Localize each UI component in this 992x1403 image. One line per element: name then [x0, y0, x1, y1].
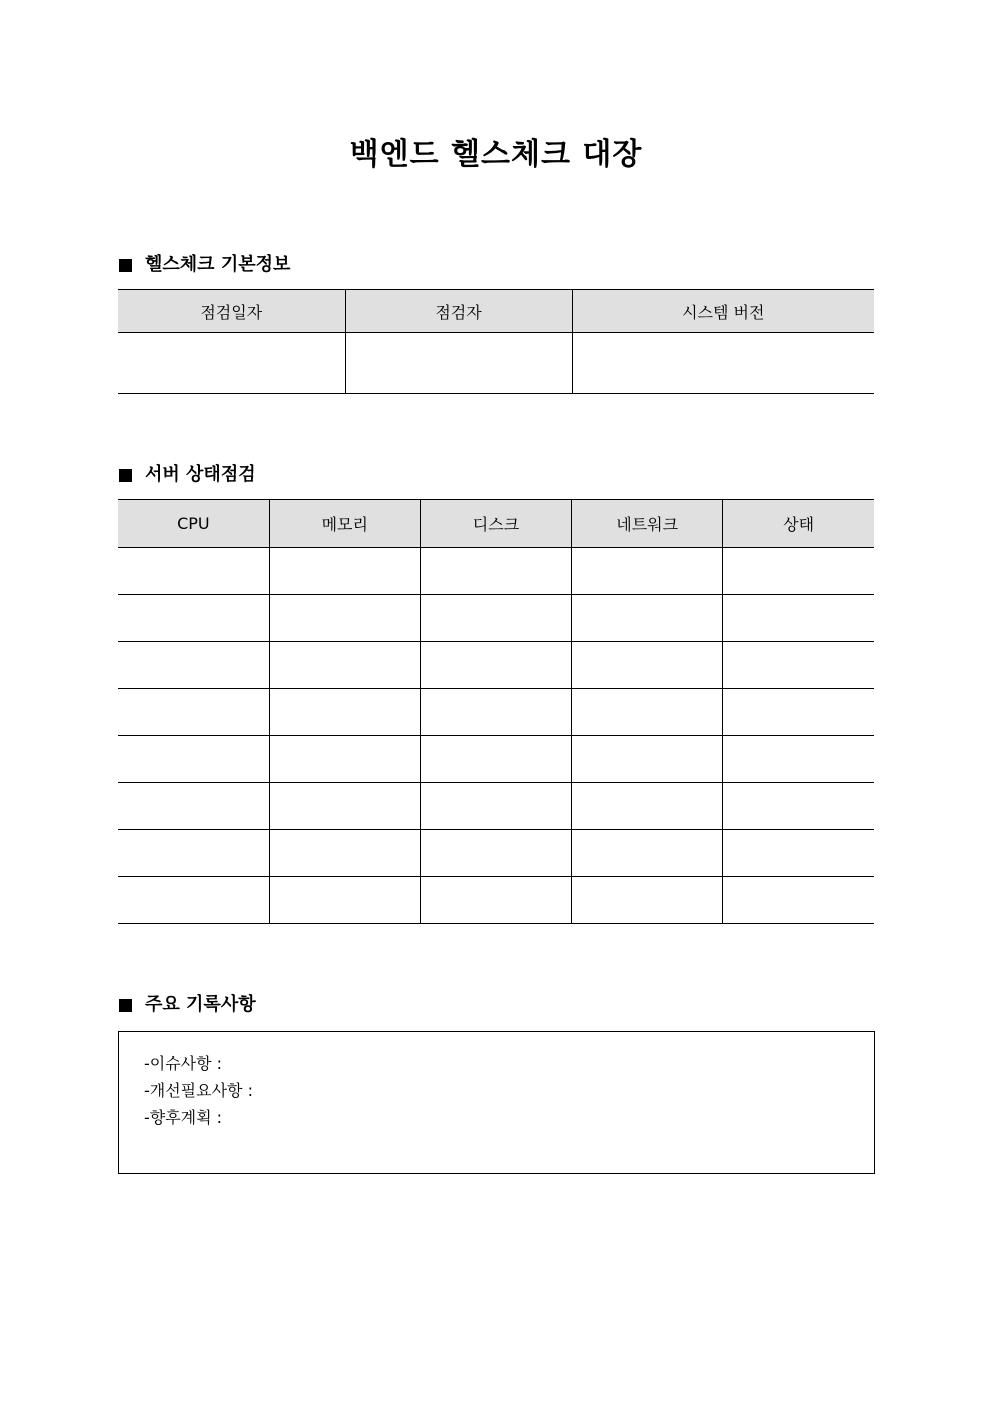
network-cell[interactable]	[572, 783, 723, 830]
table-header-row	[118, 290, 874, 333]
note-item-issues[interactable]: -이슈사항 :	[144, 1054, 223, 1073]
section-heading-label: 서버 상태점검	[145, 464, 256, 485]
square-bullet-icon	[119, 469, 132, 482]
disk-cell[interactable]	[420, 736, 571, 783]
table-row	[118, 548, 874, 595]
table-row	[118, 830, 874, 877]
table-row	[118, 783, 874, 830]
memory-cell[interactable]	[269, 877, 420, 924]
network-cell[interactable]	[572, 548, 723, 595]
note-item-future-plans[interactable]: -향후계획 :	[144, 1108, 223, 1127]
cpu-cell[interactable]	[118, 548, 269, 595]
square-bullet-icon	[119, 999, 132, 1012]
status-cell[interactable]	[723, 736, 874, 783]
disk-cell[interactable]	[420, 595, 571, 642]
cpu-cell[interactable]	[118, 595, 269, 642]
status-cell[interactable]	[723, 783, 874, 830]
section-heading-label: 헬스체크 기본정보	[145, 254, 291, 275]
table-row	[118, 689, 874, 736]
cpu-cell[interactable]	[118, 877, 269, 924]
network-cell[interactable]	[572, 642, 723, 689]
cpu-cell[interactable]	[118, 689, 269, 736]
notes-box[interactable]	[118, 1031, 875, 1174]
column-header-disk: 디스크	[420, 500, 571, 548]
network-cell[interactable]	[572, 877, 723, 924]
column-header-inspector: 점검자	[345, 290, 572, 333]
page-title: 백엔드 헬스체크 대장	[349, 137, 643, 172]
disk-cell[interactable]	[420, 877, 571, 924]
network-cell[interactable]	[572, 830, 723, 877]
column-header-network: 네트워크	[572, 500, 723, 548]
notes-list	[144, 1050, 253, 1131]
cpu-cell[interactable]	[118, 736, 269, 783]
table-row	[118, 877, 874, 924]
status-cell[interactable]	[723, 877, 874, 924]
cpu-cell[interactable]	[118, 830, 269, 877]
table-row	[118, 642, 874, 689]
column-header-status: 상태	[723, 500, 874, 548]
table-row	[118, 333, 874, 394]
column-header-memory: 메모리	[269, 500, 420, 548]
status-cell[interactable]	[723, 548, 874, 595]
section-heading-basic-info	[119, 252, 290, 278]
disk-cell[interactable]	[420, 830, 571, 877]
memory-cell[interactable]	[269, 642, 420, 689]
square-bullet-icon	[119, 259, 132, 272]
inspection-date-cell[interactable]	[118, 333, 345, 394]
status-cell[interactable]	[723, 830, 874, 877]
status-cell[interactable]	[723, 689, 874, 736]
column-header-system-version: 시스템 버전	[572, 290, 874, 333]
status-cell[interactable]	[723, 595, 874, 642]
inspector-cell[interactable]	[345, 333, 572, 394]
network-cell[interactable]	[572, 736, 723, 783]
section-heading-label: 주요 기록사항	[145, 994, 256, 1015]
memory-cell[interactable]	[269, 548, 420, 595]
disk-cell[interactable]	[420, 689, 571, 736]
disk-cell[interactable]	[420, 548, 571, 595]
basic-info-table	[118, 289, 874, 394]
table-header-row	[118, 500, 874, 548]
memory-cell[interactable]	[269, 595, 420, 642]
section-heading-server-status	[119, 462, 256, 488]
table-row	[118, 595, 874, 642]
cpu-cell[interactable]	[118, 642, 269, 689]
network-cell[interactable]	[572, 595, 723, 642]
memory-cell[interactable]	[269, 689, 420, 736]
memory-cell[interactable]	[269, 736, 420, 783]
section-heading-notes	[119, 992, 256, 1018]
disk-cell[interactable]	[420, 642, 571, 689]
network-cell[interactable]	[572, 689, 723, 736]
column-header-inspection-date: 점검일자	[118, 290, 345, 333]
cpu-cell[interactable]	[118, 783, 269, 830]
status-cell[interactable]	[723, 642, 874, 689]
column-header-cpu: CPU	[118, 500, 269, 548]
server-status-table	[118, 499, 874, 924]
memory-cell[interactable]	[269, 830, 420, 877]
memory-cell[interactable]	[269, 783, 420, 830]
system-version-cell[interactable]	[572, 333, 874, 394]
table-row	[118, 736, 874, 783]
disk-cell[interactable]	[420, 783, 571, 830]
note-item-improvements[interactable]: -개선필요사항 :	[144, 1081, 253, 1100]
